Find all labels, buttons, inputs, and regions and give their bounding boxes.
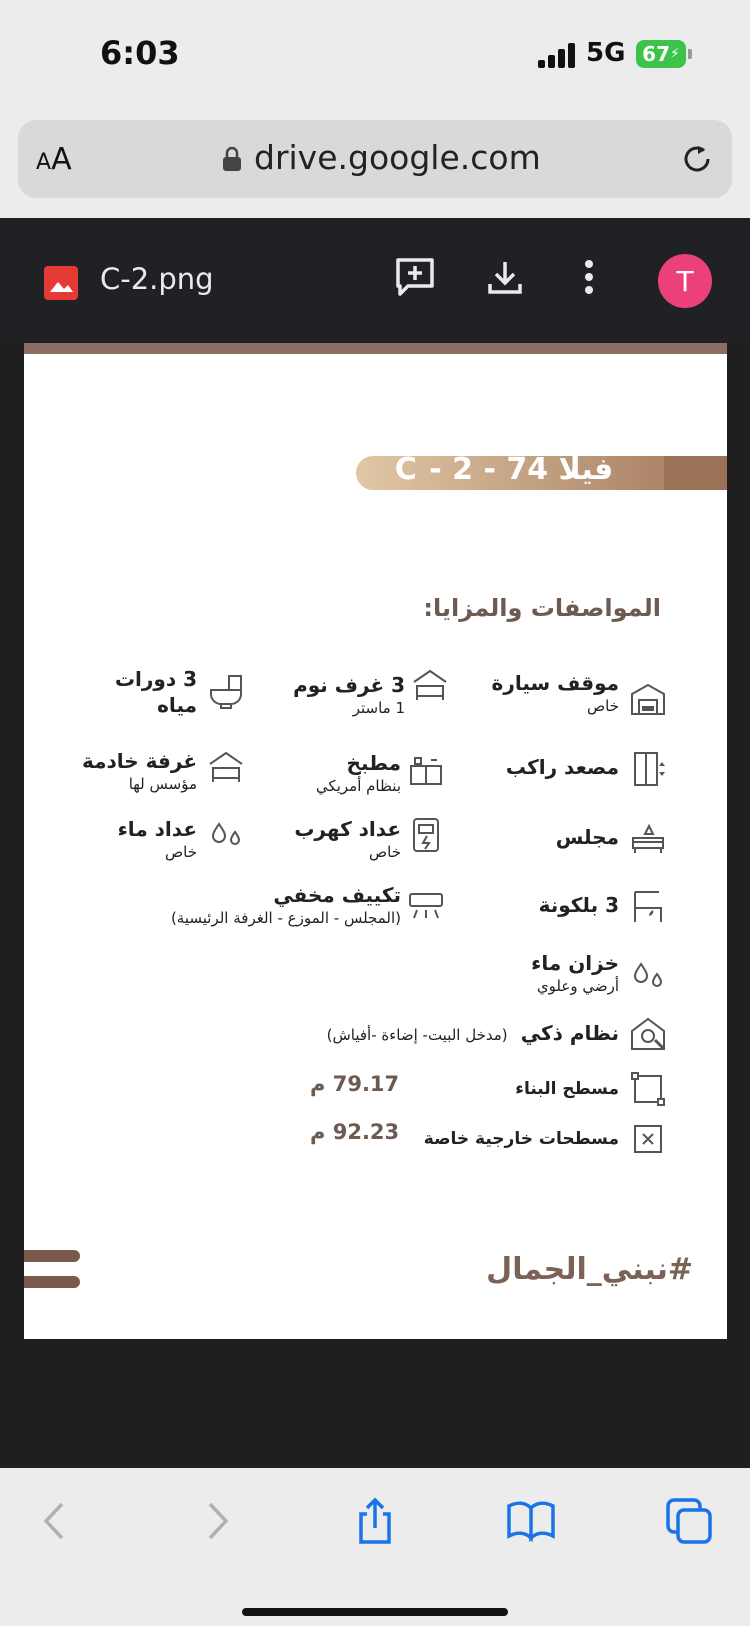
bookmarks-icon[interactable] [506,1496,556,1546]
feature-external-area: مسطحات خارجية خاصة [424,1126,667,1152]
back-icon[interactable] [30,1496,80,1546]
water-drops-icon [629,956,667,994]
url-text[interactable]: drive.google.com [254,138,541,177]
browser-toolbar [0,110,750,218]
feature-bathrooms: 3 دورات مياه [115,666,245,718]
lock-icon [222,146,242,172]
electric-meter-icon [407,816,445,854]
drive-viewer-toolbar [0,218,750,342]
file-name: C-2.png [100,262,214,296]
external-area-icon [629,1120,667,1158]
feature-hidden-ac: تكييف مخفي (المجلس - الموزع - الغرفة الرئيسية) [171,882,445,928]
smart-home-icon [629,1014,667,1052]
title-banner-tail [664,456,727,490]
reload-icon[interactable] [678,140,716,178]
external-area-value: 92.23 م [310,1120,400,1144]
share-icon[interactable] [350,1496,400,1546]
feature-build-area: مسطح البناء [515,1076,667,1102]
reader-mode-button[interactable]: AA [36,142,72,177]
hashtag: #نبني_الجمال [486,1252,693,1287]
network-type: 5G [586,38,626,68]
toilet-icon [207,672,245,710]
status-time: 6:03 [100,34,180,72]
download-icon[interactable] [482,254,528,300]
document-image [24,343,727,1339]
water-meter-icon [207,816,245,854]
status-bar [0,0,750,110]
address-bar[interactable] [18,120,732,198]
home-indicator[interactable] [242,1608,508,1616]
battery-icon: 67 ⚡ [636,40,686,68]
garage-icon [629,680,667,718]
sofa-icon [629,820,667,858]
bed-icon [411,666,449,704]
forward-icon[interactable] [192,1496,242,1546]
more-options-icon[interactable] [574,254,604,300]
image-file-icon [44,266,78,300]
section-title: المواصفات والمزايا: [423,594,661,622]
balcony-icon [629,888,667,926]
battery-level: 67 [642,42,670,66]
feature-kitchen: مطبخ بنظام أمريكي [316,750,445,796]
kitchen-icon [407,750,445,788]
feature-parking: موقف سيارة خاص [492,670,667,716]
signal-icon [538,42,578,68]
feature-maid-room: غرفة خادمة مؤسس لها [82,748,245,794]
elevator-icon [629,750,667,788]
account-avatar[interactable]: T [658,254,712,308]
add-comment-icon[interactable] [392,254,438,300]
feature-water-tank: خزان ماء أرضي وعلوي [531,950,667,996]
feature-elevator: مصعد راكب [506,754,667,780]
tabs-icon[interactable] [664,1496,714,1546]
feature-majlis: مجلس [556,824,667,850]
maid-bed-icon [207,748,245,786]
feature-smart-system: نظام ذكي (مدخل البيت- إضاءة -أفياش) [327,1020,667,1046]
feature-electric-meter: عداد كهرب خاص [294,816,445,862]
feature-water-meter: عداد ماء خاص [118,816,245,862]
ac-icon [407,888,445,926]
feature-bedrooms: 3 غرف نوم 1 ماستر [293,672,449,718]
build-area-value: 79.17 م [310,1072,400,1096]
safari-bottom-toolbar [0,1468,750,1626]
area-icon [629,1070,667,1108]
decorative-bars [24,1250,80,1302]
feature-balcony: 3 بلكونة [539,892,667,918]
villa-title: فيلا 74 - 2 - C [394,452,614,487]
